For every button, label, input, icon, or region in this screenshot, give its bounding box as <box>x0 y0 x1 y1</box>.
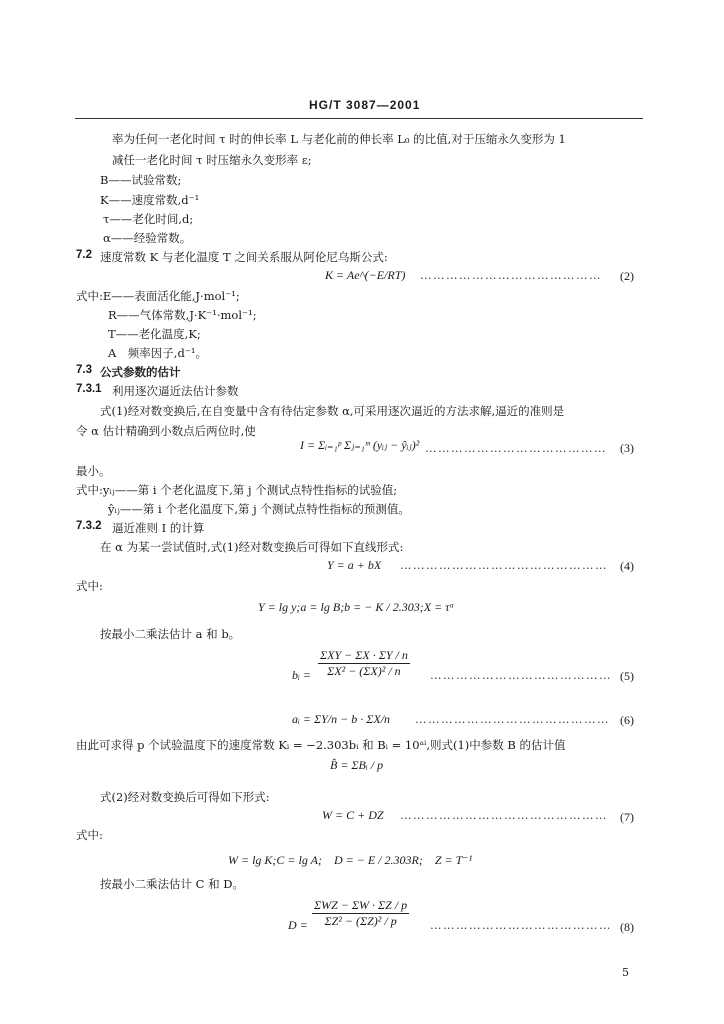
definition-yhat: ŷᵢⱼ——第 i 个老化温度下,第 j 个测试点特性指标的预测值。 <box>108 502 410 516</box>
definition-tau: τ——老化时间,d; <box>103 212 194 226</box>
equation-5 <box>318 648 410 679</box>
equation-5-lhs: bᵢ = <box>292 668 311 682</box>
text-line: 率为任何一老化时间 τ 时的伸长率 L 与老化前的伸长率 L₀ 的比值,对于压缩永久变形为 1 <box>112 132 566 146</box>
equation-number: (3) <box>620 441 634 455</box>
section-heading: 逼近准则 I 的计算 <box>112 521 205 535</box>
equation-7: W = C + DZ <box>322 808 384 822</box>
equation-number: (8) <box>620 920 634 934</box>
text-line: 式(2)经对数变换后可得如下形式: <box>100 790 270 804</box>
leader-dots: ……………………………………… <box>415 712 610 726</box>
equation-6: aᵢ = ΣY/n − b · ΣX/n <box>292 712 391 726</box>
definition-y: 式中:yᵢⱼ——第 i 个老化温度下,第 j 个测试点特性指标的试验值; <box>76 483 398 497</box>
section-text: 速度常数 K 与老化温度 T 之间关系服从阿伦尼乌斯公式: <box>100 250 388 264</box>
text-line: 在 α 为某一尝试值时,式(1)经对数变换后可得如下直线形式: <box>100 540 404 554</box>
definition-T: T——老化温度,K; <box>108 327 201 341</box>
equation-8-lhs: D = <box>288 918 308 932</box>
section-number: 7.3.2 <box>76 520 102 532</box>
equation-8-numerator: ΣWZ − ΣW · ΣZ / p <box>314 898 408 912</box>
text-line: 式中: <box>76 828 103 842</box>
equation-7-definitions: W = lg K;C = lg A; D = − E / 2.303R; Z = T⁻¹ <box>228 853 473 867</box>
equation-number: (2) <box>620 269 634 283</box>
equation-number: (4) <box>620 559 634 573</box>
equation-number: (5) <box>620 669 634 683</box>
equation-8-denominator: ΣZ² − (ΣZ)² / p <box>324 914 397 928</box>
equation-8 <box>312 898 409 929</box>
definition-E: 式中:E——表面活化能,J·mol⁻¹; <box>76 289 240 303</box>
section-number: 7.3 <box>76 364 92 376</box>
leader-dots: …………………………………… <box>420 268 602 282</box>
equation-3: I = Σᵢ₌₁ᵖ Σⱼ₌₁ᵐ (yᵢⱼ − ŷᵢⱼ)² <box>300 438 420 452</box>
text-line: 减任一老化时间 τ 时压缩永久变形率 ε; <box>112 153 312 167</box>
equation-4-definitions: Y = lg y;a = lg B;b = − K / 2.303;X = τᵅ <box>258 600 455 614</box>
equation-number: (7) <box>620 810 634 824</box>
section-number: 7.3.1 <box>76 383 102 395</box>
equation-B-estimate: B̂ = ΣBᵢ / p <box>330 758 384 772</box>
text-line: 按最小二乘法估计 C 和 D。 <box>100 877 244 891</box>
section-heading: 利用逐次逼近法估计参数 <box>112 384 239 398</box>
leader-dots: …………………………………… <box>430 668 612 682</box>
text-line: 令 α 估计精确到小数点后两位时,使 <box>76 424 256 438</box>
section-heading: 公式参数的估计 <box>100 367 181 379</box>
text-line: 由此可求得 p 个试验温度下的速度常数 Kᵢ = −2.303bᵢ 和 Bᵢ = 10ᵃⁱ,则式(1)中参数 B 的估计值 <box>76 738 566 752</box>
section-number: 7.2 <box>76 249 92 261</box>
text-line: 按最小二乘法估计 a 和 b。 <box>100 627 241 641</box>
definition-K: K——速度常数,d⁻¹ <box>100 193 200 207</box>
leader-dots: ………………………………………… <box>400 808 608 822</box>
definition-B: B——试验常数; <box>100 173 182 187</box>
equation-4: Y = a + bX <box>327 558 382 572</box>
definition-A: A 频率因子,d⁻¹。 <box>108 346 208 360</box>
equation-2: K = Ae^(−E/RT) <box>325 268 406 282</box>
text-line: 式中: <box>76 579 103 593</box>
equation-5-numerator: ΣXY − ΣX · ΣY / n <box>320 648 408 662</box>
standard-number: HG/T 3087—2001 <box>309 98 421 112</box>
definition-R: R——气体常数,J·K⁻¹·mol⁻¹; <box>108 308 257 322</box>
leader-dots: ………………………………………… <box>400 558 608 572</box>
equation-5-denominator: ΣX² − (ΣX)² / n <box>327 664 401 678</box>
definition-alpha: α——经验常数。 <box>103 231 192 245</box>
leader-dots: …………………………………… <box>425 441 607 455</box>
page-number: 5 <box>622 966 629 979</box>
text-line: 最小。 <box>76 464 111 478</box>
equation-number: (6) <box>620 713 634 727</box>
leader-dots: …………………………………… <box>430 918 612 932</box>
header-rule <box>75 118 643 119</box>
text-line: 式(1)经对数变换后,在自变量中含有待估定参数 α,可采用逐次逼近的方法求解,逼近的准则是 <box>100 404 565 418</box>
